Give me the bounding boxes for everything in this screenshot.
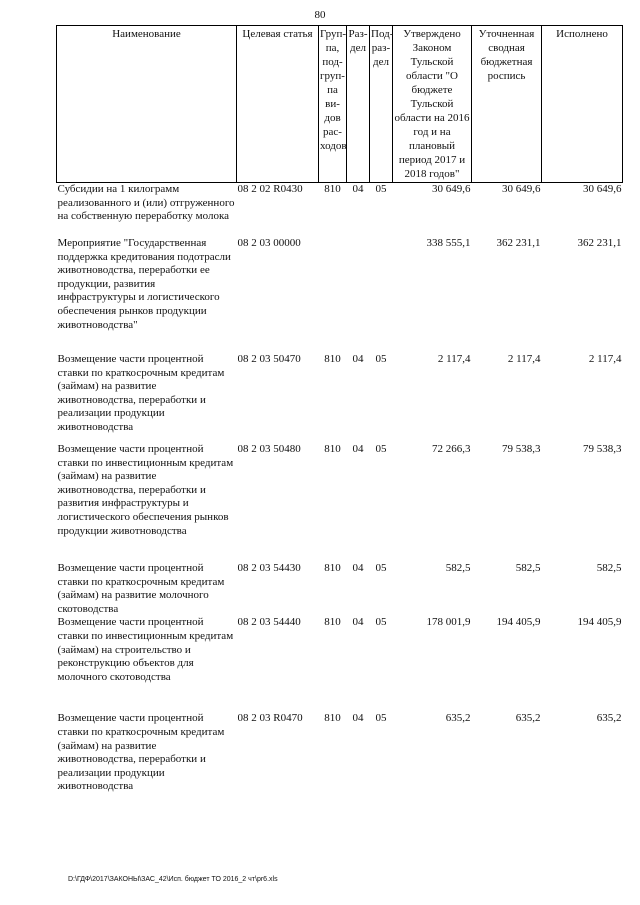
row-refined: 582,5 <box>515 562 541 574</box>
row-executed: 362 231,1 <box>577 237 622 249</box>
row-target: 08 2 03 50470 <box>237 353 301 365</box>
row-target: 08 2 03 54430 <box>237 562 301 574</box>
row-refined: 362 231,1 <box>496 237 541 249</box>
header-section: Раз-дел <box>347 26 370 183</box>
page-number: 80 <box>314 9 326 21</box>
row-target: 08 2 03 54440 <box>237 616 301 629</box>
row-name: Возмещение части процентной ставки по инвестиционным кредитам (займам) на развитие животноводства, переработки и развития инфраструктуры и логистического обеспечения рынков продукции животноводства <box>57 443 234 537</box>
row-executed: 2 117,4 <box>588 353 622 365</box>
table-row <box>57 183 623 238</box>
row-refined: 2 117,4 <box>507 353 541 365</box>
header-group: Груп-па, под-груп-па ви-дов рас-ходов <box>319 26 347 183</box>
row-group: 810 <box>324 353 341 365</box>
row-executed: 30 649,6 <box>583 183 622 195</box>
row-approved: 178 001,9 <box>426 616 471 629</box>
row-target: 08 2 03 00000 <box>237 237 301 249</box>
row-name: Мероприятие "Государственная поддержка кредитования подотрасли животноводства, переработки ее продукции, развития инфраструктуры и логистического обеспечения рынков продукции животноводства" <box>57 237 231 331</box>
budget-table <box>56 25 623 794</box>
table-row <box>57 237 623 353</box>
row-refined: 635,2 <box>515 712 541 725</box>
row-group: 810 <box>324 562 341 574</box>
row-target: 08 2 03 R0470 <box>237 712 303 725</box>
row-executed: 582,5 <box>596 562 622 574</box>
table-row <box>57 562 623 616</box>
row-group: 810 <box>324 616 341 629</box>
row-approved: 2 117,4 <box>437 353 471 365</box>
row-approved: 635,2 <box>445 712 471 725</box>
row-subsection: 05 <box>375 353 387 365</box>
header-refined: Уточненная сводная бюджетная роспись <box>472 26 542 183</box>
row-subsection <box>370 237 393 353</box>
row-target: 08 2 03 50480 <box>237 443 301 455</box>
table-row <box>57 443 623 562</box>
row-section: 04 <box>352 443 364 455</box>
row-name: Возмещение части процентной ставки по краткосрочным кредитам (займам) на развитие молочного скотоводства <box>57 562 225 615</box>
row-executed: 635,2 <box>596 712 622 725</box>
file-path-footer: D:\ГДФ\2017\ЗАКОНЫ\ЗАС_42\Исп. бюджет ТО 2016_2 чт\pr6.xls <box>68 876 278 883</box>
row-subsection: 05 <box>375 443 387 455</box>
row-target: 08 2 02 R0430 <box>237 183 303 195</box>
table-row <box>57 712 623 794</box>
row-section: 04 <box>352 353 364 365</box>
row-subsection: 05 <box>375 183 387 195</box>
row-subsection: 05 <box>375 712 387 725</box>
row-group <box>319 237 347 353</box>
row-executed: 194 405,9 <box>577 616 622 629</box>
header-approved: Утверждено Законом Тульской области "О бюджете Тульской области на 2016 год и на плановый период 2017 и 2018 годов" <box>393 26 472 183</box>
row-approved: 30 649,6 <box>432 183 471 195</box>
header-subsection: Под-раз-дел <box>370 26 393 183</box>
table-row <box>57 353 623 443</box>
row-executed: 79 538,3 <box>583 443 622 455</box>
row-section: 04 <box>352 183 364 195</box>
row-approved: 72 266,3 <box>432 443 471 455</box>
row-section: 04 <box>352 562 364 574</box>
row-refined: 194 405,9 <box>496 616 541 629</box>
row-refined: 30 649,6 <box>502 183 541 195</box>
row-subsection: 05 <box>375 616 387 629</box>
row-group: 810 <box>324 183 341 195</box>
row-group: 810 <box>324 712 341 725</box>
row-group: 810 <box>324 443 341 455</box>
row-name: Возмещение части процентной ставки по инвестиционным кредитам (займам) на строительство и реконструкцию объектов для молочного скотоводства <box>57 616 234 683</box>
header-target: Целевая статья <box>237 26 319 183</box>
row-subsection: 05 <box>375 562 387 574</box>
row-approved: 338 555,1 <box>426 237 471 249</box>
row-section <box>347 237 370 353</box>
row-name: Возмещение части процентной ставки по краткосрочным кредитам (займам) на развитие животноводства, переработки и реализации продукции животноводства <box>57 712 225 793</box>
header-executed: Исполнено <box>542 26 623 183</box>
header-row <box>57 26 623 183</box>
row-name: Возмещение части процентной ставки по краткосрочным кредитам (займам) на развитие животноводства, переработки и реализации продукции животноводства <box>57 353 225 433</box>
row-name: Субсидии на 1 килограмм реализованного и (или) отгруженного на собственную переработку молока <box>57 183 235 223</box>
header-name: Наименование <box>57 26 237 183</box>
table-row <box>57 616 623 712</box>
row-section: 04 <box>352 616 364 629</box>
row-section: 04 <box>352 712 364 725</box>
row-refined: 79 538,3 <box>502 443 541 455</box>
row-approved: 582,5 <box>445 562 471 574</box>
